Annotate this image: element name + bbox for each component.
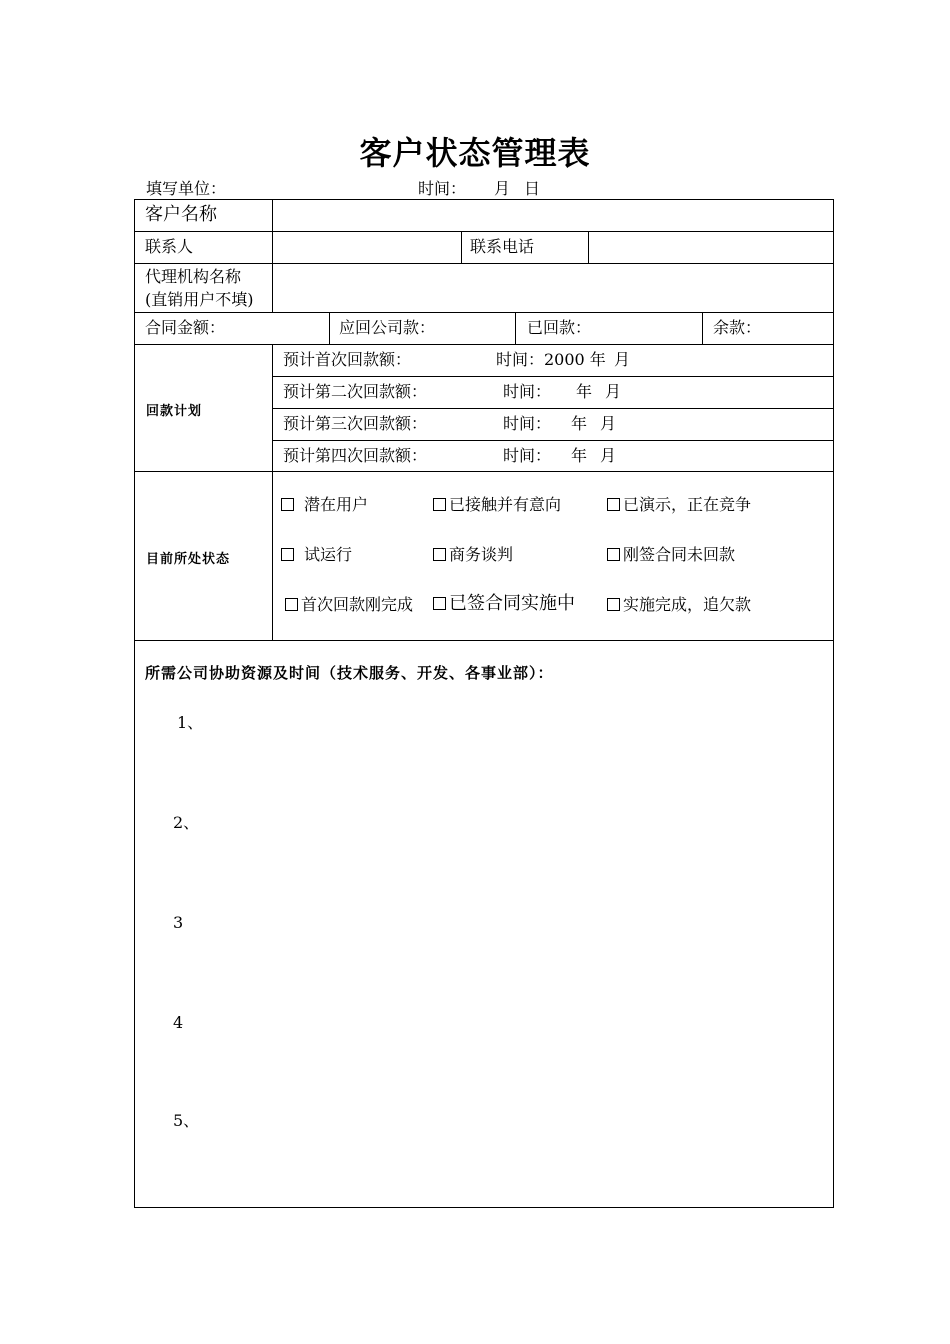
assistance-item: 2、: [173, 813, 200, 832]
table-rule: [515, 312, 516, 344]
table-rule: [134, 640, 834, 641]
payment-2-time: 时间：: [503, 382, 552, 401]
status-option[interactable]: 实施完成，追欠款: [607, 595, 751, 615]
contact-phone-label: 联系电话: [470, 237, 535, 256]
checkbox-icon[interactable]: [607, 548, 620, 561]
assistance-item: 1、: [177, 713, 204, 732]
page-title: 客户状态管理表: [359, 134, 591, 172]
table-rule: [134, 344, 834, 345]
table-rule: [134, 471, 834, 472]
status-option[interactable]: 已演示，正在竞争: [607, 495, 751, 515]
status-option[interactable]: 商务谈判: [433, 545, 513, 565]
assistance-item: 4: [173, 1013, 184, 1032]
contract-amount-label: 合同金额：: [145, 318, 226, 337]
table-rule: [134, 231, 834, 232]
table-rule: [272, 408, 834, 409]
checkbox-icon[interactable]: [281, 548, 294, 561]
fill-time-label: 时间：: [418, 179, 467, 198]
payment-1-label: 预计首次回款额：: [283, 350, 412, 369]
status-option[interactable]: 首次回款刚完成: [285, 595, 413, 615]
table-rule: [329, 312, 330, 344]
fill-unit-label: 填写单位：: [146, 179, 227, 198]
table-rule: [134, 312, 834, 313]
table-rule: [272, 440, 834, 441]
checkbox-icon[interactable]: [433, 548, 446, 561]
received-label: 已回款：: [527, 318, 592, 337]
payment-3-time: 时间：: [503, 414, 552, 433]
checkbox-icon[interactable]: [433, 597, 446, 610]
fill-day-label: 日: [524, 179, 541, 198]
checkbox-icon[interactable]: [607, 498, 620, 511]
payment-4-month: 月: [600, 446, 617, 465]
balance-label: 余款：: [713, 318, 762, 337]
form-table: [134, 199, 834, 1208]
status-option[interactable]: 潜在用户: [281, 495, 368, 515]
checkbox-icon[interactable]: [607, 598, 620, 611]
assistance-title: 所需公司协助资源及时间（技术服务、开发、各事业部）：: [145, 664, 554, 682]
status-option[interactable]: 已接触并有意向: [433, 495, 561, 515]
status-option[interactable]: 已签合同实施中: [433, 594, 575, 614]
fill-month-label: 月: [494, 179, 511, 198]
assistance-item: 5、: [173, 1111, 200, 1130]
table-rule: [272, 199, 273, 312]
payment-2-month: 月: [605, 382, 622, 401]
status-option[interactable]: 试运行: [281, 545, 352, 565]
table-rule: [461, 231, 462, 263]
table-rule: [134, 263, 834, 264]
payment-4-year: 年: [571, 446, 588, 465]
payment-1-month: 月: [614, 350, 631, 369]
status-label: 目前所处状态: [146, 552, 231, 567]
status-option[interactable]: 刚签合同未回款: [607, 545, 735, 565]
customer-name-label: 客户名称: [145, 204, 217, 225]
receivable-label: 应回公司款：: [339, 318, 436, 337]
agency-note-label: (直销用户不填): [145, 290, 254, 309]
table-rule: [272, 344, 273, 640]
payment-1-time: 时间：2000 年: [496, 350, 606, 369]
payment-2-year: 年: [576, 382, 593, 401]
payment-plan-label: 回款计划: [146, 404, 203, 419]
payment-2-label: 预计第二次回款额：: [283, 382, 428, 401]
table-rule: [272, 376, 834, 377]
payment-4-time: 时间：: [503, 446, 552, 465]
checkbox-icon[interactable]: [285, 598, 298, 611]
table-rule: [702, 312, 703, 344]
assistance-item: 3: [173, 913, 184, 932]
checkbox-icon[interactable]: [433, 498, 446, 511]
checkbox-icon[interactable]: [281, 498, 294, 511]
payment-3-label: 预计第三次回款额：: [283, 414, 428, 433]
payment-3-year: 年: [571, 414, 588, 433]
payment-4-label: 预计第四次回款额：: [283, 446, 428, 465]
contact-person-label: 联系人: [145, 237, 194, 256]
payment-3-month: 月: [600, 414, 617, 433]
agency-name-label: 代理机构名称: [145, 267, 242, 286]
table-rule: [588, 231, 589, 263]
